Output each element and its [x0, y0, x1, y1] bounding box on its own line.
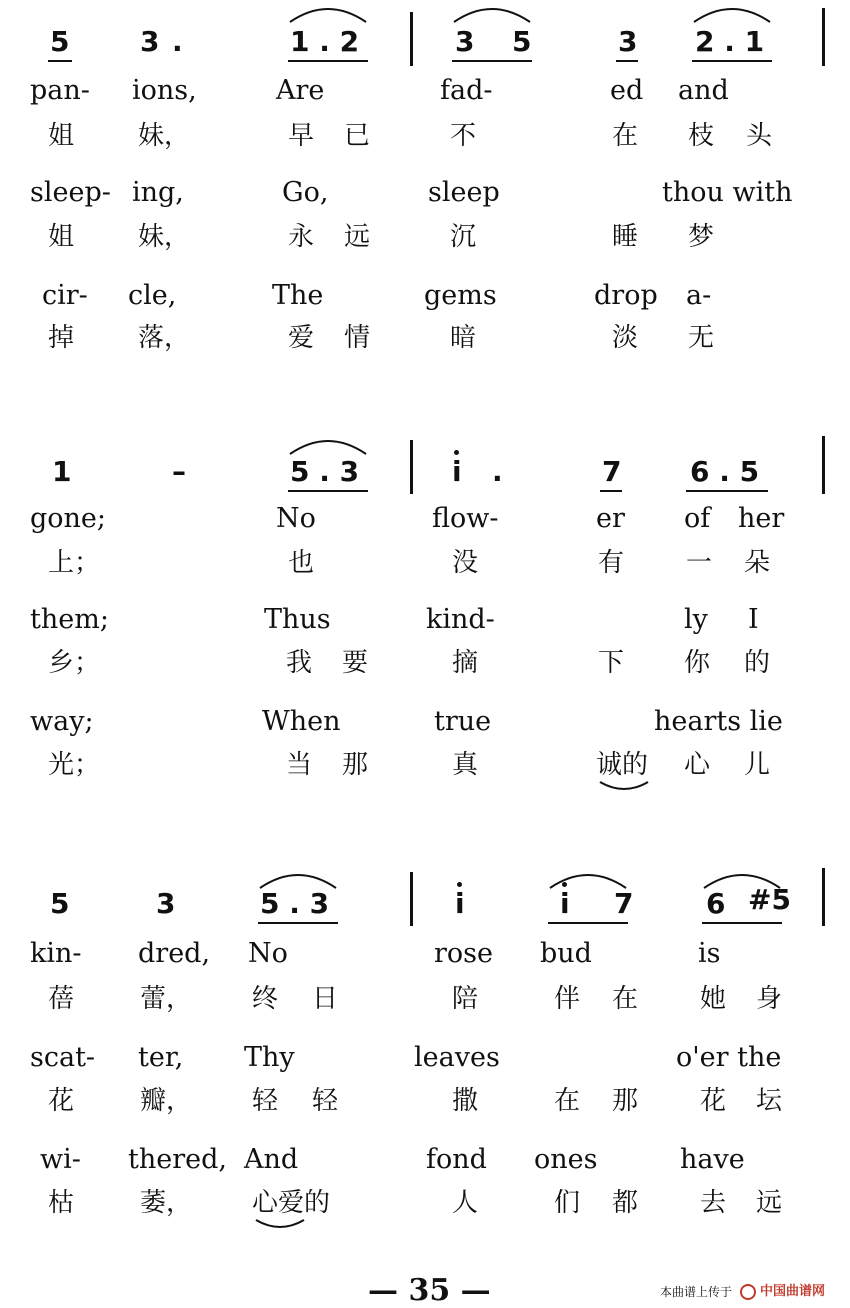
lyric-zh: 蓓: [48, 984, 75, 1014]
lyric-en: scat-: [30, 1042, 96, 1073]
note-group: 5 . 3: [290, 455, 360, 488]
lyric-en: is: [698, 938, 721, 969]
lyric-zh: 妹，: [138, 222, 191, 252]
slur-mark: [288, 2, 368, 24]
lyric-zh: 诚的: [596, 750, 649, 780]
lyric-zh: 乡；: [48, 648, 101, 678]
lyric-en: gems: [424, 280, 497, 311]
brand-logo-icon: [740, 1284, 756, 1300]
site-brand[interactable]: 中国曲谱网: [760, 1284, 826, 1299]
lyric-en: bud: [540, 938, 592, 969]
lyric-en: of: [684, 503, 711, 534]
lyric-zh: 永: [288, 222, 315, 252]
lyric-zh: 沉: [450, 222, 477, 252]
note: 5: [50, 887, 70, 920]
underline: [548, 922, 628, 924]
note: 7: [602, 455, 622, 488]
lyric-zh: 上；: [48, 548, 101, 578]
lyric-zh: 情: [344, 323, 371, 353]
bar-line: [822, 868, 825, 926]
lyric-zh: 伴: [554, 984, 581, 1014]
lyric-en: flow-: [432, 503, 499, 534]
lyric-zh: 枝: [688, 121, 715, 151]
lyric-zh: 在: [554, 1086, 581, 1116]
lyric-zh: 蕾，: [140, 984, 193, 1014]
lyric-zh: 都: [612, 1188, 639, 1218]
lyric-en: Thy: [244, 1042, 295, 1073]
lyric-zh: 人: [452, 1188, 479, 1218]
underline: [702, 922, 782, 924]
lyric-zh: 也: [288, 548, 315, 578]
lyric-zh: 光；: [48, 750, 101, 780]
lyric-zh: 们: [554, 1188, 581, 1218]
lyric-zh: 当: [286, 750, 313, 780]
lyric-zh: 朵: [744, 548, 771, 578]
lyric-en: thered,: [128, 1144, 227, 1175]
lyric-en: ing,: [132, 177, 184, 208]
lyric-zh: 没: [452, 548, 479, 578]
note-group: 2 . 1: [695, 25, 765, 58]
lyric-zh: 轻: [252, 1086, 279, 1116]
lyric-en: thou with: [662, 177, 793, 208]
lyric-zh: 心: [684, 750, 711, 780]
underline: [288, 490, 368, 492]
lyric-en: hearts lie: [654, 706, 783, 737]
lyric-en: them;: [30, 604, 109, 635]
lyric-zh: 要: [342, 648, 369, 678]
note: 5: [512, 25, 532, 58]
lyric-zh: 有: [598, 548, 625, 578]
bar-line: [410, 440, 413, 494]
slur-mark: [288, 434, 368, 456]
lyric-zh: 枯: [48, 1188, 75, 1218]
lyric-zh: 日: [312, 984, 339, 1014]
lyric-zh: 儿: [744, 750, 771, 780]
underline: [616, 60, 638, 62]
lyric-en: ones: [534, 1144, 598, 1175]
underline: [48, 60, 72, 62]
lyric-en: Are: [276, 75, 325, 106]
note-group: 1 . 2: [290, 25, 360, 58]
bar-line: [410, 12, 413, 66]
note: 3: [156, 887, 176, 920]
underline: [452, 60, 532, 62]
lyric-zh: 梦: [688, 222, 715, 252]
lyric-en: fad-: [440, 75, 493, 106]
lyric-en: No: [248, 938, 288, 969]
lyric-zh: 那: [612, 1086, 639, 1116]
underline: [692, 60, 772, 62]
dash: –: [172, 455, 186, 488]
lyric-zh: 远: [344, 222, 371, 252]
lyric-en: I: [748, 604, 759, 635]
lyric-zh: 摘: [452, 648, 479, 678]
lyric-en: pan-: [30, 75, 90, 106]
note: i: [452, 455, 462, 488]
lyric-en: a-: [686, 280, 712, 311]
note: i: [560, 887, 570, 920]
lyric-zh: 爱: [288, 323, 315, 353]
lyric-zh: 不: [450, 121, 477, 151]
lyric-en: o'er the: [676, 1042, 782, 1073]
lyric-zh: 花: [48, 1086, 75, 1116]
lyric-zh: 姐: [48, 121, 75, 151]
lyric-zh: 落，: [138, 323, 191, 353]
lyric-zh: 的: [744, 648, 771, 678]
note: 3: [140, 25, 160, 58]
lyric-en: dred,: [138, 938, 211, 969]
lyric-en: sleep: [428, 177, 500, 208]
lyric-en: er: [596, 503, 625, 534]
lyric-en: sleep-: [30, 177, 111, 208]
lyric-en: true: [434, 706, 492, 737]
lyric-en: kin-: [30, 938, 82, 969]
lyric-zh: 瓣，: [140, 1086, 193, 1116]
page-number: — 35 —: [368, 1273, 491, 1308]
lyric-en: rose: [434, 938, 493, 969]
lyric-en: and: [678, 75, 729, 106]
lyric-en: cir-: [42, 280, 88, 311]
underline: [686, 490, 768, 492]
lyric-en: ly: [684, 604, 708, 635]
lyric-zh: 无: [688, 323, 715, 353]
bar-line: [822, 8, 825, 66]
lyric-en: drop: [594, 280, 658, 311]
slur-mark: [692, 2, 772, 24]
note: i: [455, 887, 465, 920]
slur-mark: [598, 780, 650, 794]
lyric-en: leaves: [414, 1042, 500, 1073]
lyric-en: way;: [30, 706, 94, 737]
lyric-zh: 坛: [756, 1086, 783, 1116]
underline: [288, 60, 368, 62]
lyric-en: And: [244, 1144, 299, 1175]
lyric-zh: 掉: [48, 323, 75, 353]
lyric-en: kind-: [426, 604, 495, 635]
lyric-zh: 一: [686, 548, 713, 578]
lyric-zh: 身: [756, 984, 783, 1014]
lyric-zh: 暗: [450, 323, 477, 353]
lyric-zh: 在: [612, 984, 639, 1014]
note: 1: [52, 455, 72, 488]
lyric-en: wi-: [40, 1144, 81, 1175]
lyric-zh: 我: [286, 648, 313, 678]
lyric-en: ed: [610, 75, 644, 106]
lyric-en: gone;: [30, 503, 107, 534]
lyric-en: Go,: [282, 177, 329, 208]
lyric-zh: 淡: [612, 323, 639, 353]
lyric-en: ions,: [132, 75, 197, 106]
lyric-zh: 睡: [612, 222, 639, 252]
lyric-zh: 去: [700, 1188, 727, 1218]
note: 5: [50, 25, 70, 58]
note-dot: .: [172, 25, 183, 58]
note: 6: [706, 887, 726, 920]
upload-credit: 本曲谱上传于: [660, 1285, 733, 1299]
lyric-en: When: [262, 706, 341, 737]
lyric-zh: 你: [684, 648, 711, 678]
lyric-zh: 在: [612, 121, 639, 151]
lyric-en: Thus: [264, 604, 331, 635]
note: 7: [614, 887, 634, 920]
lyric-zh: 撒: [452, 1086, 479, 1116]
lyric-en: The: [272, 280, 324, 311]
lyric-zh: 下: [598, 648, 625, 678]
note: 3: [618, 25, 638, 58]
note-sharp: #5: [748, 883, 791, 916]
lyric-zh: 姐: [48, 222, 75, 252]
note-dot: .: [492, 455, 503, 488]
lyric-zh: 萎，: [140, 1188, 193, 1218]
lyric-zh: 早: [288, 121, 315, 151]
lyric-zh: 轻: [312, 1086, 339, 1116]
lyric-en: her: [738, 503, 785, 534]
lyric-zh: 已: [344, 121, 371, 151]
lyric-zh: 远: [756, 1188, 783, 1218]
bar-line: [410, 872, 413, 926]
lyric-en: fond: [426, 1144, 487, 1175]
bar-line: [822, 436, 825, 494]
slur-mark: [452, 2, 532, 24]
lyric-zh: 真: [452, 750, 479, 780]
lyric-zh: 那: [342, 750, 369, 780]
lyric-zh: 妹，: [138, 121, 191, 151]
lyric-zh: 头: [746, 121, 773, 151]
lyric-zh: 终: [252, 984, 279, 1014]
lyric-zh: 花: [700, 1086, 727, 1116]
slur-mark: [254, 1218, 306, 1232]
lyric-en: No: [276, 503, 316, 534]
lyric-zh: 陪: [452, 984, 479, 1014]
lyric-en: have: [680, 1144, 745, 1175]
note: 3: [455, 25, 475, 58]
note-group: 5 . 3: [260, 887, 330, 920]
underline: [258, 922, 338, 924]
note-group: 6 . 5: [690, 455, 760, 488]
lyric-en: cle,: [128, 280, 177, 311]
lyric-zh: 心爱的: [252, 1188, 331, 1218]
lyric-en: ter,: [138, 1042, 184, 1073]
lyric-zh: 她: [700, 984, 727, 1014]
underline: [600, 490, 622, 492]
